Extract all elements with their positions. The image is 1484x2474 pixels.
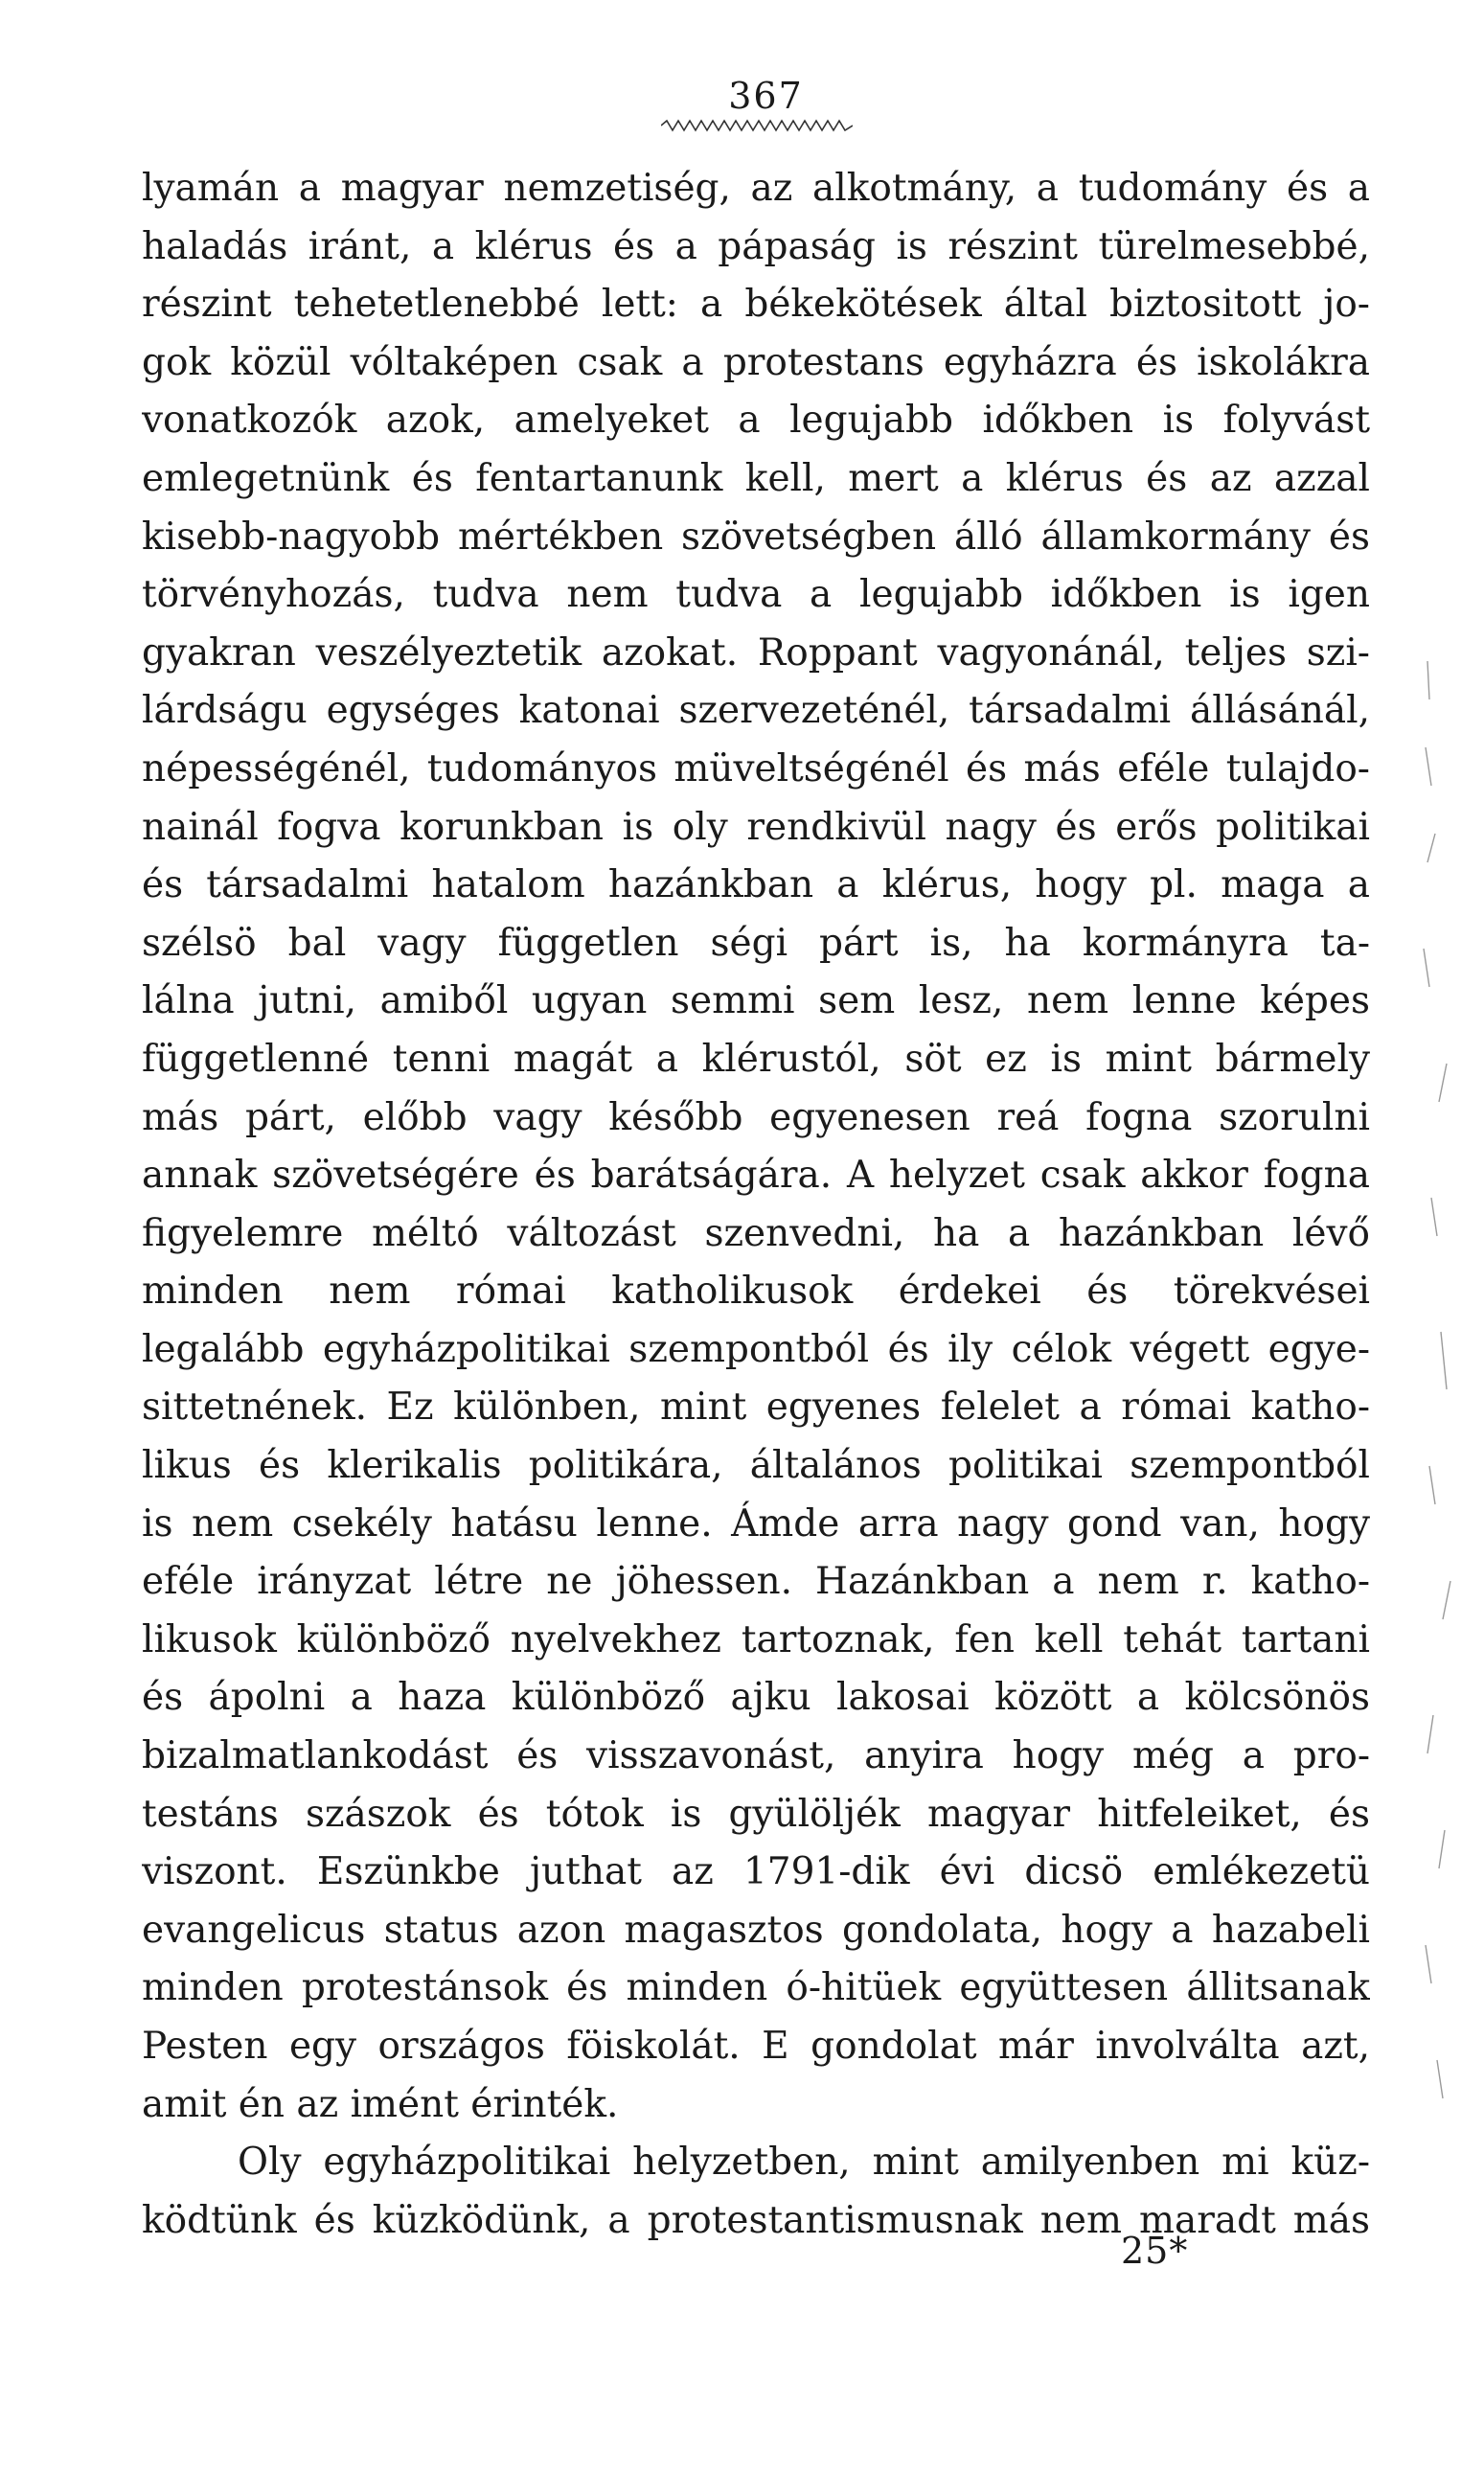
text-line: lárdságu egységes katonai szervezeténél, társadalmi állásánál, [142,689,1370,733]
text-line: ködtünk és küzködünk, a protestantismusnak nem maradt más [142,2198,1370,2242]
text-line: részint tehetetlenebbé lett: a békekötések által biztositott jo- [142,283,1370,327]
text-line: sittetnének. Ez különben, mint egyenes felelet a római katho- [142,1386,1370,1430]
text-line: szélsö bal vagy független ségi párt is, ha kormányra ta- [142,921,1370,965]
text-line: gyakran veszélyeztetik azokat. Roppant vagyonánál, teljes szi- [142,630,1370,675]
text-line: figyelemre méltó változást szenvedni, ha a hazánkban lévő [142,1211,1370,1255]
text-line: lálna jutni, amiből ugyan semmi sem lesz, nem lenne képes [142,979,1370,1023]
text-line: amit én az imént érinték. [142,2082,619,2126]
text-line: Oly egyházpolitikai helyzetben, mint amilyenben mi küz- [238,2141,1370,2185]
text-line: törvényhozás, tudva nem tudva a legujabb időkben is igen [142,573,1370,617]
text-line: likus és klerikalis politikára, általános politikai szempontból [142,1444,1370,1488]
text-line: és ápolni a haza különböző ajku lakosai között a kölcsönös [142,1676,1370,1720]
text-line: lyamán a magyar nemzetiség, az alkotmány, a tudomány és a [142,167,1370,210]
text-line: gok közül vóltaképen csak a protestans egyházra és iskolákra [142,340,1370,384]
text-line: viszont. Eszünkbe juthat az 1791-dik évi dicsö emlékezetü [142,1850,1370,1894]
text-line: minden protestánsok és minden ó-hitüek együttesen állitsanak [142,1966,1370,2010]
body-text [142,160,1370,2250]
text-line: annak szövetségére és barátságára. A helyzet csak akkor fogna [142,1154,1370,1198]
text-line: más párt, előbb vagy később egyenesen reá fogna szorulni [142,1095,1370,1139]
text-line: bizalmatlankodást és visszavonást, anyira hogy még a pro- [142,1734,1370,1778]
text-line: nainál fogva korunkban is oly rendkivül nagy és erős politikai [142,805,1370,849]
text-line: evangelicus status azon magasztos gondolata, hogy a hazabeli [142,1908,1370,1952]
text-line: minden nem római katholikusok érdekei és törekvései [142,1270,1370,1314]
text-line: Pesten egy országos föiskolát. E gondolat már involválta azt, [142,2025,1370,2068]
signature-mark: 25* [1121,2230,1189,2272]
page-number: 367 [728,75,804,117]
text-line: kisebb-nagyobb mértékben szövetségben álló államkormány és [142,515,1370,559]
text-line: likusok különböző nyelvekhez tartoznak, fen kell tehát tartani [142,1617,1370,1661]
text-line: függetlenné tenni magát a klérustól, söt ez is mint bármely [142,1037,1370,1081]
text-line: testáns szászok és tótok is gyülöljék magyar hitfeleiket, és [142,1792,1370,1836]
margin-bleedthrough-marks [1418,661,1475,2194]
text-line: legalább egyházpolitikai szempontból és ily célok végett egye- [142,1327,1370,1371]
text-line: emlegetnünk és fentartanunk kell, mert a klérus és az azzal [142,456,1370,500]
text-line: népességénél, tudományos müveltségénél és más eféle tulajdo- [142,746,1370,790]
text-line: eféle irányzat létre ne jöhessen. Hazánkban a nem r. katho- [142,1560,1370,1604]
text-line: és társadalmi hatalom hazánkban a klérus, hogy pl. maga a [142,863,1370,907]
text-line: is nem csekély hatásu lenne. Ámde arra nagy gond van, hogy [142,1501,1370,1546]
text-line: vonatkozók azok, amelyeket a legujabb időkben is folyvást [142,399,1370,443]
page-number-ornament [661,119,853,132]
text-line: haladás iránt, a klérus és a pápaság is részint türelmesebbé, [142,224,1370,268]
